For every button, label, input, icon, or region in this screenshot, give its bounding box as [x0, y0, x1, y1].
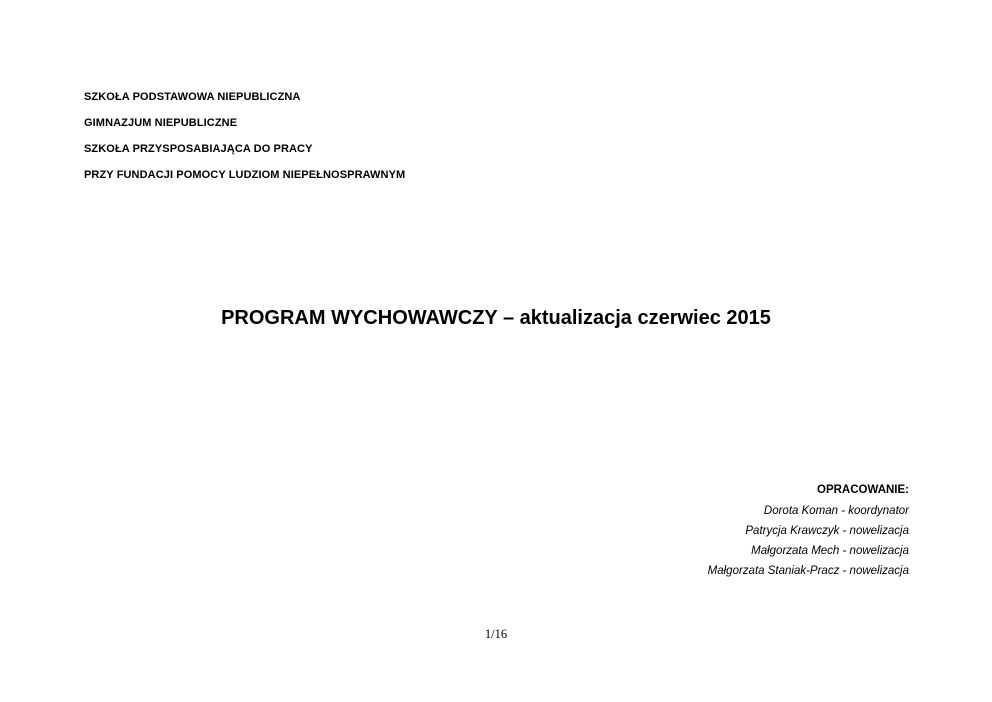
- author-entry: Małgorzata Staniak-Pracz - nowelizacja: [707, 565, 909, 577]
- school-header: [84, 84, 584, 188]
- document-title: PROGRAM WYCHOWAWCZY – aktualizacja czerwiec 2015: [221, 307, 771, 329]
- authors-block: [409, 480, 909, 581]
- foundation-line: PRZY FUNDACJI POMOCY LUDZIOM NIEPEŁNOSPRAWNYM: [84, 169, 406, 181]
- school-name-line: SZKOŁA PODSTAWOWA NIEPUBLICZNA: [84, 91, 301, 103]
- author-entry: Małgorzata Mech - nowelizacja: [751, 545, 909, 557]
- author-entry: Patrycja Krawczyk - nowelizacja: [745, 525, 909, 537]
- page-number: 1/16: [484, 627, 508, 641]
- author-entry: Dorota Koman - koordynator: [763, 505, 909, 517]
- school-name-line: SZKOŁA PRZYSPOSABIAJĄCA DO PRACY: [84, 143, 313, 155]
- authors-heading: OPRACOWANIE:: [817, 484, 909, 496]
- school-name-line: GIMNAZJUM NIEPUBLICZNE: [84, 117, 238, 129]
